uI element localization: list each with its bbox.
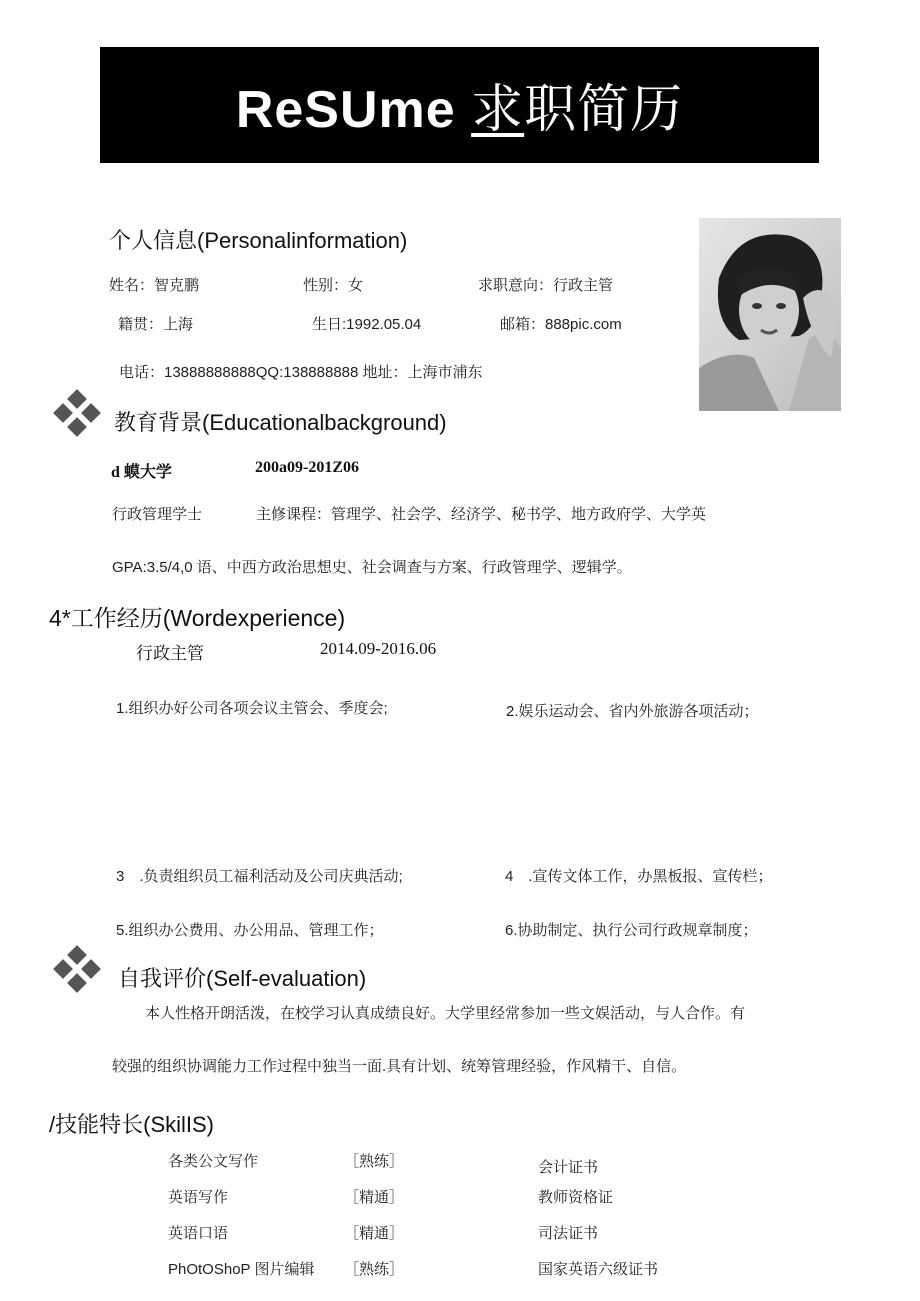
skill-name: 各类公文写作 xyxy=(168,1153,259,1170)
duty-item: 2.娱乐运动会、省内外旅游各项活动； xyxy=(506,703,759,720)
education-period: 200a09-201Z06 xyxy=(255,459,359,476)
title-cn-underlined: 求 xyxy=(471,80,525,140)
education-heading: 教育背景(Educationalbackground) xyxy=(114,410,447,435)
gpa: GPA:3.5/4,0 语、中西方政治思想史、社会调查与方案、行政管理学、逻辑学。 xyxy=(112,559,632,576)
native-place-field: 籍贯：上海 xyxy=(118,316,194,333)
skill-name: PhOtOShoP 图片编辑 xyxy=(168,1261,315,1278)
self-eval-line: 较强的组织协调能力工作过程中独当一面.具有计划、统筹管理经验，作风精干、自信。 xyxy=(112,1058,687,1075)
duty-item: 6.协助制定、执行公司行政规章制度； xyxy=(505,922,758,939)
diamond-icon xyxy=(52,946,102,996)
skill-level: ［熟练］ xyxy=(344,1153,405,1170)
resume-title xyxy=(100,67,819,142)
certificate: 国家英语六级证书 xyxy=(538,1261,659,1278)
diamond-icon xyxy=(52,390,102,440)
title-banner xyxy=(100,47,819,163)
contact-field: 电话：13888888888QQ:138888888 地址：上海市浦东 xyxy=(119,364,483,381)
name-field: 姓名：智克鹏 xyxy=(109,277,200,294)
portrait-image xyxy=(699,218,841,411)
skill-level: ［精通］ xyxy=(344,1225,405,1242)
title-latin: ReSUme xyxy=(235,81,456,139)
degree: 行政管理学士 xyxy=(112,506,203,523)
work-position: 行政主管 xyxy=(136,644,204,663)
school-name: d 蟆大学 xyxy=(111,464,172,481)
duty-item: 4 .宣传文体工作，办黑板报、宣传栏； xyxy=(505,868,773,885)
birthday-field: 生日:1992.05.04 xyxy=(312,316,422,333)
skill-name: 英语写作 xyxy=(168,1189,229,1206)
work-period: 2014.09-2016.06 xyxy=(320,639,437,658)
gender-field: 性别：女 xyxy=(303,277,364,294)
certificate: 司法证书 xyxy=(538,1225,599,1242)
profile-photo xyxy=(699,218,841,411)
certificate: 会计证书 xyxy=(538,1159,599,1176)
certificate: 教师资格证 xyxy=(538,1189,614,1206)
duty-item: 3 .负责组织员工福利活动及公司庆典活动; xyxy=(116,868,403,885)
objective-field: 求职意向：行政主管 xyxy=(478,277,614,294)
skill-name: 英语口语 xyxy=(168,1225,229,1242)
self-eval-heading: 自我评价(Self-evaluation) xyxy=(118,966,367,991)
skill-level: ［精通］ xyxy=(344,1189,405,1206)
self-eval-line: 本人性格开朗活泼，在校学习认真成绩良好。大学里经常参加一些文娱活动，与人合作。有 xyxy=(145,1005,746,1022)
email-field: 邮箱：888pic.com xyxy=(500,316,622,333)
duty-item: 1.组织办好公司各项会议主管会、季度会; xyxy=(116,700,388,717)
personal-heading: 个人信息(Personalinformation) xyxy=(109,228,408,253)
skill-level: ［熟练］ xyxy=(344,1261,405,1278)
skills-heading: /技能特长(SkilIS) xyxy=(49,1112,215,1137)
work-heading: 4*工作经历(Wordexperience) xyxy=(49,605,346,631)
title-cn-rest: 职简历 xyxy=(524,80,684,140)
duty-item: 5.组织办公费用、办公用品、管理工作； xyxy=(116,922,384,939)
courses: 主修课程：管理学、社会学、经济学、秘书学、地方政府学、大学英 xyxy=(256,506,707,523)
